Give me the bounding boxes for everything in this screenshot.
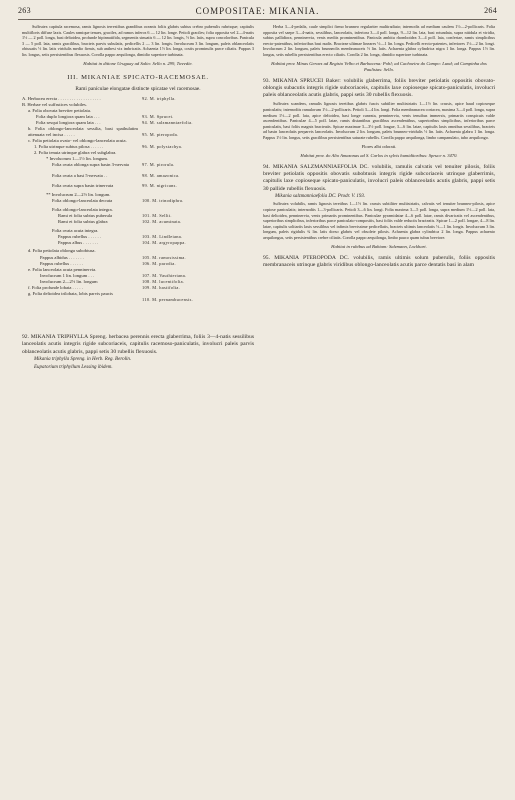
key-row: d. Folia petiolata oblonga subobtusa. — [28, 248, 96, 254]
species-93-habitat: Habitat prov. do Alto Amazonas ad S. Carlos in sylvis humiditoribus: Spruce n. 3470. — [300, 152, 458, 158]
key-row: Folia sesqui longiora quam lata . . . 94. M. salzmanniaefolia. — [36, 119, 193, 125]
header-rule — [18, 19, 497, 20]
key-row: Folia ovata supra basin trinervata 99. M. nigricans. — [52, 182, 177, 188]
species-93-diagnosis: 93. MIKANIA SPRUCEI Baker: volubilis glaberrima, foliis breviter petiolatis oppositis obovato-oblongis subacutis integris rigide subcoriaceis, capitulis laxe copioseque spicato-paniculatis, involucri paleis oblanceolatis acutis glabris, pappi setis 30 rubellis flexuosis. — [263, 77, 495, 99]
species-94-habitat: Habitat in rubibus ad Bahiam: Salzmann, Lockhart. — [331, 243, 427, 249]
habitat-top-right: Habitat prov. Minas Geraes ad Registo Velho et Barbacena: Pohl; ad Cachoeira do Campo: Lund; ad Campinha dos Paulistas: Sello. — [271, 60, 487, 72]
key-row: Pappus rubellus . . . . . . 103. M. Lindleiana. — [58, 234, 183, 240]
key-row: Rami et folia subtus glabra 102. M. acuminata. — [58, 219, 182, 225]
key-row: Folia ovata oblonga supra basin 3-nervata 97. M. pirorula. — [52, 162, 175, 168]
key-row: ** Involucrum 2—2½ lin. longum. — [46, 191, 111, 197]
key-row: Rami et folia subtus puberula 101. M. Sellii. — [58, 212, 172, 218]
key-row: Folia duplo longiora quam lata . . . 93. M. Sprucei. — [36, 113, 174, 119]
species-95-diagnosis: 95. MIKANIA PTEROPODA DC. volubilis, ramis ultimis solum puberulis, foliis oppositis membranaceis utrinque glabris viridibus oblongo-lanceolatis acutis parce dentatis basi in alam — [263, 254, 495, 268]
page-title: COMPOSITAE: MIKANIA. — [195, 6, 320, 16]
species-94-description: Suffrutex volubilis, ramis lignosis teretibus 1—1½ lin. crassis subtiliter multistriatis, calvatis vel tenuiter brunneo-pilosis, apice copiose paniculatis; internodiis 1—3-pollicaris. Petioli 3—6 lin. longi. Folia maxima 3—5 poll. longa, supra medium 1½—2 poll. lata, basi deltoidea, penninervia, venis primariis prominentibus. Paniculae pyramidatae 4—6 poll. latae, ramis divaricatis vel ascendentibus, superioribus simplicibus, inferioribus parce paniculato-compositis, basi foliis valde reductis bracteatis. Spicae 1—2 poll. longae, 4—8 lin. latae, capitulis solitariis laxis sessilibus vel infimis brevissime pedicellatis, bracteis ultimis lanceolatis ½—1 lin. longis. Involucrum 3 lin. longum, paleis rigidulis ¾ lin. latis dorso glabris vel obsolete pilosis. Achaenia glabra cylindrica 2 lin. longa. Pappus achaenio aequilongus, setis persistentibus crebre ciliatis. Corolla pappo aequilonga, limbo pauco quam tubus breviore. — [263, 201, 495, 240]
key-row: b. Folia oblongo-lanceolata sessilia, basi spathulatim attenuata vel incisa . . . . . 95. M. pteropoda. — [28, 126, 179, 138]
species-94-synonym: Mikania salzmanniaefolia DC. Prodr. V. 193. — [275, 193, 366, 199]
left-column — [22, 24, 254, 372]
right-column — [263, 24, 495, 269]
key-row: B. Herbae vel suffrutices volubiles. — [22, 101, 87, 107]
species-92-synonym-2: Eupatorium triphyllum Lessing ibidem. — [34, 364, 113, 370]
species-94-diagnosis: 94. MIKANIA SALZMANNIAEFOLIA DC. volubilis, ramulis calvatis vel tenuiter pilosis, foliis breviter petiolatis oppositis obovatis subobtusis integris rigide subcoriaceis utrinque glaberrimis, capitulis laxe copioseque spicato-paniculatis, involucri paleis oblanceolatis acutis glabris, pappi setis 30 pallide rubellis flexuosis. — [263, 163, 495, 192]
key-row: e. Folia lanceolata acuta penninervia. — [28, 266, 97, 272]
key-row: f. Folia profunde lobata . . . . . 109. M. hastifolia. — [28, 285, 181, 290]
key-row: g. Folia deltoidea trilobata, lobis parvis paucis 110. M. pernambucensis. — [28, 291, 194, 303]
habitat-top-left: Habitat in ditione Uruguay ad Salto: Sello n. 299, Tweedie. — [83, 60, 193, 66]
key-row: Folia ovata a basi 5-nervata . . 98. M. amazonica. — [52, 172, 180, 178]
description-top-right: Herba 3—4-pedalis, caule simplici firmo brunneo regulariter multiradiato; internodis ad medium caulem 1½—2-pollicaris. Folia opposita vel saepe 3—4-natis, sessilibus, lanceolatis, inferiora 3—4 poll. longa, 9—12 lin. lata, basi rotundata, supra nitidula et viridia, subtus pallidiora, penninervia, venis mediis prominentibus. Panicula ambitu rhomboidea 3—4 poll. lata, confertae, ramis simplicibus erecto-patentibus, inferioribus basi nudis. Bracteae ultimae lineares ½—1 lin. longa. Pedicelli erecto-patentes, inferiores 1½—2 lin. longi. Involucrum 2 lin. longum, paleis brunneolis membranaceis ½ lin. latis. Achaenia glabra cylindrica nigra 1 lin. longa. Pappus 1½ lin. longus, setis rubellis persistentibus erecto ciliatis. Corolla 2 lin. longa, dimidio superiore turbinata. — [263, 24, 495, 57]
left-page-number: 263 — [18, 6, 31, 15]
key-row: a. Folia obovata breviter petiolata. — [28, 107, 92, 113]
section-title: III. MIKANIAE SPICATO-RACEMOSAE. — [67, 73, 209, 81]
key-row: Pappus albus . . . . . . . 104. M. argyropappa. — [58, 240, 186, 246]
key-row: Folia oblongo-lanceolata integra. — [52, 206, 113, 212]
section-intro: Rami panículae elongatae distincte spicatae vel racemosae. — [75, 85, 201, 92]
key-row: Folia oblongo-lanceolata decrata 100. M. trinodiphra. — [52, 197, 184, 203]
running-header — [18, 6, 497, 18]
key-row: Involucrum 2—2½ lin. longum 108. M. lucentifolia. — [40, 278, 185, 284]
key-row: c. Folia petiolata ovato- vel oblongo-lanceolata acuta. — [28, 138, 127, 144]
key-row: Involucrum 1 lin. longum . . . 107. M. Vauthieriana. — [40, 272, 187, 278]
key-row: Pappus albidus . . . . . . . 105. M. ramosissima. — [40, 254, 186, 260]
description-top-left: Suffrutex capitula racemosa, ramis lignosis terrestibus grandibus oceanis foliis glabris subtus crebro puberulis rubrisque; capitulis multifloris diffuse laxis. Caules ramique tenues, graciles, ad ramos inferos 6 — 12 lin. longe. Petioli graciles; folia opposita vel 2—4-natis 1½ — 2 poll. longa, basi deltoidea, profunde bipinnatifida, segmentis sinuatis 6 — 12 lin. longis, ½ lin. latis, supra concoloribus. Panicula 3 — 5 poll. lata, ramis gracilibus, bracteis parvis subulatis, pedicellis 2 — 3 lin. longis. Involucrum 3 lin. longum, paleis oblanceolatis obtusatis ½ lin. latis viridulis medio firmis, sub anthesi vix imbricatis. Achaenia 1½ lin. longa, costis prominulis parce ciliatis. Pappus 3 lin. longus, setis persistentibus flexuosis. Corolla pappo aequilonga, dimidio superiore turbinata. — [22, 24, 254, 57]
species-93-description: Suffrutex scandens, ramulis lignosis teretibus glabris fuscis subtilier multistriatis 1—1½ lin. crassis, apice haud copioseque paniculatis; internodiis ramulorum 1½—2-pollicaris. Petioli 3—4 lin. longi. Folia membranacea coriacea, maxima 3—4 poll. longa, supra medium 1½—2 poll. lata, apice deltoidea, basi longe cuneata, penninervia, venis tenuibus immersis, primariis conspicuis valde ascendentibus. Paniculae 4—5 poll. latae, ramis distantibus gracilibus ascendentibus, superioribus simplicibus, inferioribus parce paniculatis, basi foliis magnis bracteatis. Spicae maximae 3—3½ poll. longae, 3—6 lin. latae, capitulis laxis omnibus sessilibus, bracteis ad basin lanceolatis perparvis lanceolatis. Involucrum 2 lin. longum, paleis brunneo-viridulis ½ lin. latis. Achaenia glabra 1 lin. longa. Pappus 1½ lin. longus, setis gracilibus persistentibus saturate rubellis. Corolla pappo aequilonga, limbo campanulato, tubo aequilongo. — [263, 101, 495, 141]
right-page-number: 264 — [484, 6, 497, 15]
key-row: Folia ovata acuta integra. — [52, 228, 99, 234]
key-row: Pappus rubellus . . . . . . 106. M. parodia. — [40, 260, 176, 266]
species-92-synonym-1: Mikania triphylla Spreng. in Herb. Reg. Berolin. — [34, 356, 132, 362]
key-row: A. Herbacea erecta . . . . . . . . . . . . . . . . . . . 92. M. triphylla. — [22, 95, 176, 101]
key-row: 2. Folia tenuia utrinque glabra vel subglabra. — [34, 150, 117, 156]
species-key — [22, 96, 254, 304]
species-93-flores: Flores albi odorati. — [361, 143, 397, 149]
key-row: 1. Folia utrinque subtus pilosa . . . . . . 96. M. polystachya. — [34, 144, 183, 150]
species-92-diagnosis: 92. MIKANIA TRIPHYLLA Spreng. herbacea perennis erecta glaberrima, foliis 3—4-natis sessilibus lanceolatis acutis integris rigide subcoriaceis, capitulis racemoso-paniculatis, involucri paleis parvis oblanceolatis acutis glabris, pappi setis 30 rubellis flexuosis. — [22, 334, 254, 355]
key-row: * Involucrum 1—1½ lin. longum. — [46, 156, 109, 162]
